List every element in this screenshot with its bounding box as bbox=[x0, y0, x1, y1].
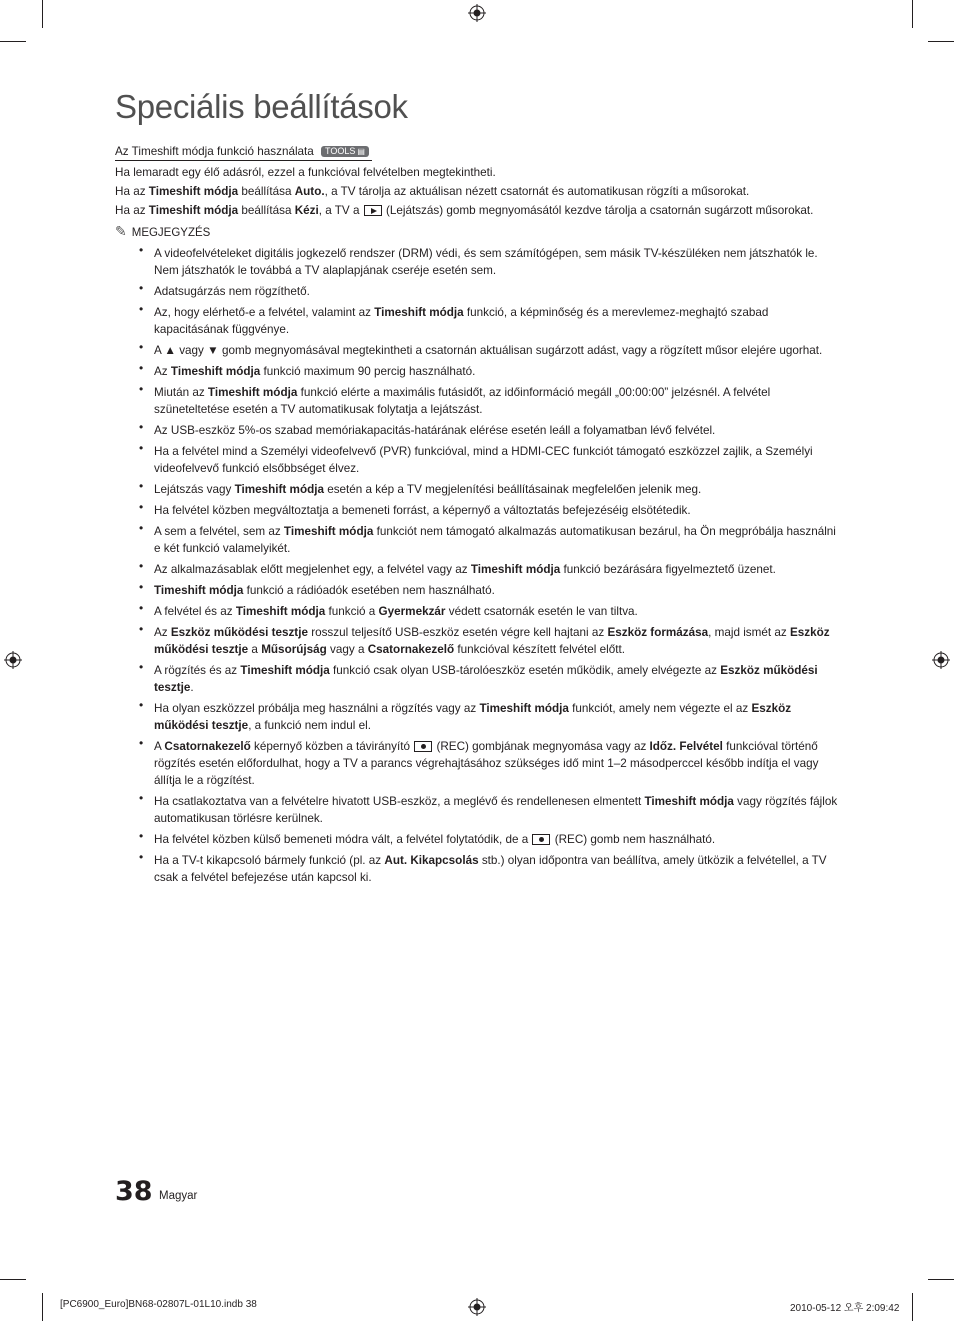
note-bullet-item bbox=[139, 603, 841, 620]
note-bullet-item bbox=[139, 582, 841, 599]
bold-term: Eszköz formázása bbox=[607, 626, 709, 639]
text-run: A rögzítés és az bbox=[154, 664, 241, 677]
tools-badge bbox=[321, 146, 369, 157]
play-key-icon bbox=[364, 205, 382, 216]
note-bullet-item bbox=[139, 342, 841, 359]
crop-mark bbox=[912, 0, 913, 28]
bold-term: Timeshift módja bbox=[240, 664, 330, 677]
text-run: esetén a kép a TV megjelenítési beállításainak megfelelően jelenik meg. bbox=[323, 483, 702, 496]
crop-mark bbox=[0, 1279, 26, 1280]
text-run: Adatsugárzás nem rögzíthető. bbox=[154, 285, 310, 298]
note-bullet-item bbox=[139, 481, 841, 498]
text-run: (REC) gombjának megnyomása vagy az bbox=[433, 740, 650, 753]
page-number: 38 bbox=[115, 1176, 153, 1207]
language-label: Magyar bbox=[159, 1190, 198, 1202]
bold-term: Timeshift módja bbox=[479, 702, 569, 715]
note-bullet-item bbox=[139, 624, 841, 658]
text-run: Az alkalmazásablak előtt megjelenhet egy, a felvétel vagy az bbox=[154, 563, 471, 576]
crop-mark bbox=[0, 41, 26, 42]
note-bullet-item bbox=[139, 561, 841, 578]
bold-term: Kézi bbox=[294, 204, 319, 217]
text-run: képernyő közben a távirányító bbox=[250, 740, 414, 753]
note-bullet-item bbox=[139, 852, 841, 886]
print-timestamp: 2010-05-12 오후 2:09:42 bbox=[790, 1303, 900, 1314]
text-run: beállítása bbox=[238, 204, 295, 217]
text-run: funkció a bbox=[325, 605, 379, 618]
text-run: stb.) olyan időpontra van beállítva, amely ütközik a felvétellel, a TV csak a felvétel befejezése után kapcsol ki. bbox=[154, 854, 827, 884]
text-run: funkció maximum 90 percig használható. bbox=[260, 365, 476, 378]
timeshift-section bbox=[115, 143, 841, 890]
text-run: funkció bezárására figyelmeztető üzenet. bbox=[560, 563, 776, 576]
bold-term: Timeshift módja bbox=[148, 185, 239, 198]
bold-term: Timeshift módja bbox=[235, 605, 326, 618]
registration-mark-icon bbox=[4, 651, 22, 669]
bold-term: Csatornakezelő bbox=[367, 643, 455, 656]
text-run: . bbox=[190, 681, 194, 694]
text-run: , majd ismét az bbox=[708, 626, 790, 639]
print-file-info: [PC6900_Euro]BN68-02807L-01L10.indb 38 bbox=[60, 1299, 257, 1310]
bold-term: Csatornakezelő bbox=[164, 740, 251, 753]
bold-term: Timeshift módja bbox=[644, 795, 734, 808]
text-run: , a TV tárolja az aktuálisan nézett csatornát és automatikusan rögzíti a műsorokat. bbox=[324, 185, 750, 198]
text-run: Lejátszás vagy bbox=[154, 483, 235, 496]
note-bullet-item bbox=[139, 245, 841, 279]
registration-mark-icon bbox=[468, 4, 486, 22]
text-run: (REC) gomb nem használható. bbox=[551, 833, 716, 846]
note-bullet-item bbox=[139, 304, 841, 338]
text-run: funkció a rádióadók esetében nem használható. bbox=[243, 584, 495, 597]
bold-term: Timeshift módja bbox=[234, 483, 324, 496]
page-title: Speciális beállítások bbox=[115, 88, 408, 125]
text-run: funkcióval készített felvétel előtt. bbox=[454, 643, 625, 656]
text-run: (Lejátszás) gomb megnyomásától kezdve tárolja a csatornán sugárzott műsorokat. bbox=[382, 204, 814, 217]
note-bullet-item bbox=[139, 738, 841, 789]
bold-term: Eszköz működési tesztje bbox=[154, 702, 792, 732]
note-bullet-item bbox=[139, 831, 841, 848]
text-run: A videofelvételeket digitális jogkezelő rendszer (DRM) védi, és sem számítógépen, sem másik TV-készüléken nem játszhatók le. Nem játszhatók le továbbá a TV alaplapjának cseréje esetén sem. bbox=[154, 247, 818, 277]
bold-term: Timeshift módja bbox=[207, 386, 298, 399]
bold-term: Timeshift módja bbox=[170, 365, 261, 378]
bold-term: Timeshift módja bbox=[283, 525, 374, 538]
bold-term: Időz. Felvétel bbox=[649, 740, 723, 753]
text-run: védett csatornák esetén le van tiltva. bbox=[445, 605, 638, 618]
text-run: beállítása bbox=[238, 185, 295, 198]
text-run: Az USB-eszköz 5%-os szabad memóriakapacitás-határának elérése esetén leáll a folyamatban lévő felvétel. bbox=[154, 424, 716, 437]
note-label: MEGJEGYZÉS bbox=[131, 227, 211, 239]
note-bullet-list bbox=[115, 245, 841, 886]
bold-term: Auto. bbox=[294, 185, 325, 198]
bold-term: Timeshift módja bbox=[154, 584, 244, 597]
text-run: Ha olyan eszközzel próbálja meg használni a rögzítés vagy az bbox=[154, 702, 480, 715]
text-run: vagy rögzítés fájlok automatikusan törlésre kerülnek. bbox=[154, 795, 838, 825]
text-run: funkció csak olyan USB-tárolóeszköz esetén működik, amely elvégezte az bbox=[329, 664, 721, 677]
text-run: , a funkció nem indul el. bbox=[248, 719, 371, 732]
registration-mark-icon bbox=[932, 651, 950, 669]
note-bullet-item bbox=[139, 700, 841, 734]
text-run: vagy a bbox=[326, 643, 368, 656]
text-run: funkció elérte a maximális futásidőt, az időinformáció megáll „00:00:00” jelzésnél. A felvétel szüneteltetése esetén a TV automatikusak folytatja a lejátszást. bbox=[154, 386, 771, 416]
manual-mode-paragraph bbox=[115, 202, 841, 219]
bold-term: Műsorújság bbox=[261, 643, 327, 656]
tools-badge-label: TOOLS bbox=[325, 146, 356, 156]
text-run: funkcióval történő rögzítés esetén előfordulhat, hogy a TV a parancs végrehajtásához szükséges idő mint 1–2 másodperccel később indítja el vagy állítja le a rögzítést. bbox=[154, 740, 819, 787]
text-run: Ha a TV-t kikapcsoló bármely funkció (pl. az bbox=[154, 854, 385, 867]
bold-term: Gyermekzár bbox=[378, 605, 446, 618]
text-run: Ha az bbox=[115, 204, 149, 217]
crop-mark bbox=[928, 1279, 954, 1280]
crop-mark bbox=[42, 0, 43, 28]
text-run: funkciót nem támogató alkalmazás automatikusan bezárul, ha Ön megpróbálja használni e két funkció valamelyikét. bbox=[154, 525, 836, 555]
bold-term: Aut. Kikapcsolás bbox=[384, 854, 479, 867]
text-run: rosszul teljesítő USB-eszköz esetén végre kell hajtani az bbox=[307, 626, 608, 639]
bold-term: Timeshift módja bbox=[374, 306, 464, 319]
text-run: Miután az bbox=[154, 386, 208, 399]
text-run: A bbox=[154, 740, 165, 753]
crop-mark bbox=[912, 1293, 913, 1321]
bold-term: Eszköz működési tesztje bbox=[170, 626, 308, 639]
intro-paragraph: Ha lemaradt egy élő adásról, ezzel a funkcióval felvételben megtekintheti. bbox=[115, 166, 496, 179]
text-run: Ha csatlakoztatva van a felvételre hivatott USB-eszköz, a meglévő és rendellenesen elmentett bbox=[154, 795, 645, 808]
note-header bbox=[115, 223, 841, 242]
text-run: Ha a felvétel mind a Személyi videofelvevő (PVR) funkcióval, mind a HDMI-CEC funkciót támogató eszközzel zajlik, a Személyi videofelvevő funkció elsőbbséget élvez. bbox=[154, 445, 813, 475]
bold-term: Eszköz működési tesztje bbox=[154, 664, 818, 694]
text-run: funkciót, amely nem végezte el az bbox=[568, 702, 752, 715]
text-run: Az, hogy elérhető-e a felvétel, valamint az bbox=[154, 306, 375, 319]
registration-mark-icon bbox=[468, 1298, 486, 1316]
crop-mark bbox=[42, 1293, 43, 1321]
section-heading-text: Az Timeshift módja funkció használata bbox=[115, 145, 314, 158]
tools-icon: ▤ bbox=[357, 147, 365, 156]
note-bullet-item bbox=[139, 283, 841, 300]
text-run: funkció, a képminőség és a merevlemez-meghajtó szabad kapacitásának függvénye. bbox=[154, 306, 769, 336]
note-bullet-item bbox=[139, 502, 841, 519]
bold-term: Timeshift módja bbox=[470, 563, 561, 576]
note-bullet-item bbox=[139, 384, 841, 418]
text-run: , a TV a bbox=[318, 204, 363, 217]
rec-key-icon bbox=[414, 741, 432, 752]
text-run: A sem a felvétel, sem az bbox=[154, 525, 284, 538]
note-bullet-item bbox=[139, 793, 841, 827]
text-run: A ▲ vagy ▼ gomb megnyomásával megtekintheti a csatornán aktuálisan sugárzott adást, vagy a rögzített műsor elejére ugorhat. bbox=[154, 344, 823, 357]
note-bullet-item bbox=[139, 443, 841, 477]
text-run: Ha felvétel közben megváltoztatja a bemeneti forrást, a képernyő a változtatás befejezéséig elsötétedik. bbox=[154, 504, 691, 517]
text-run: Az bbox=[154, 365, 171, 378]
text-run: Az bbox=[154, 626, 171, 639]
note-bullet-item bbox=[139, 363, 841, 380]
text-run: Ha felvétel közben külső bemeneti módra vált, a felvétel folytatódik, de a bbox=[154, 833, 532, 846]
crop-mark bbox=[928, 41, 954, 42]
rec-key-icon bbox=[532, 834, 550, 845]
note-bullet-item bbox=[139, 662, 841, 696]
auto-mode-paragraph bbox=[115, 183, 841, 200]
note-bullet-item bbox=[139, 523, 841, 557]
text-run: Ha az bbox=[115, 185, 149, 198]
pencil-note-icon: ✎ bbox=[115, 223, 127, 239]
text-run: a bbox=[248, 643, 262, 656]
note-bullet-item bbox=[139, 422, 841, 439]
bold-term: Timeshift módja bbox=[148, 204, 239, 217]
section-heading bbox=[115, 145, 372, 161]
text-run: A felvétel és az bbox=[154, 605, 236, 618]
bold-term: Eszköz működési tesztje bbox=[154, 626, 830, 656]
